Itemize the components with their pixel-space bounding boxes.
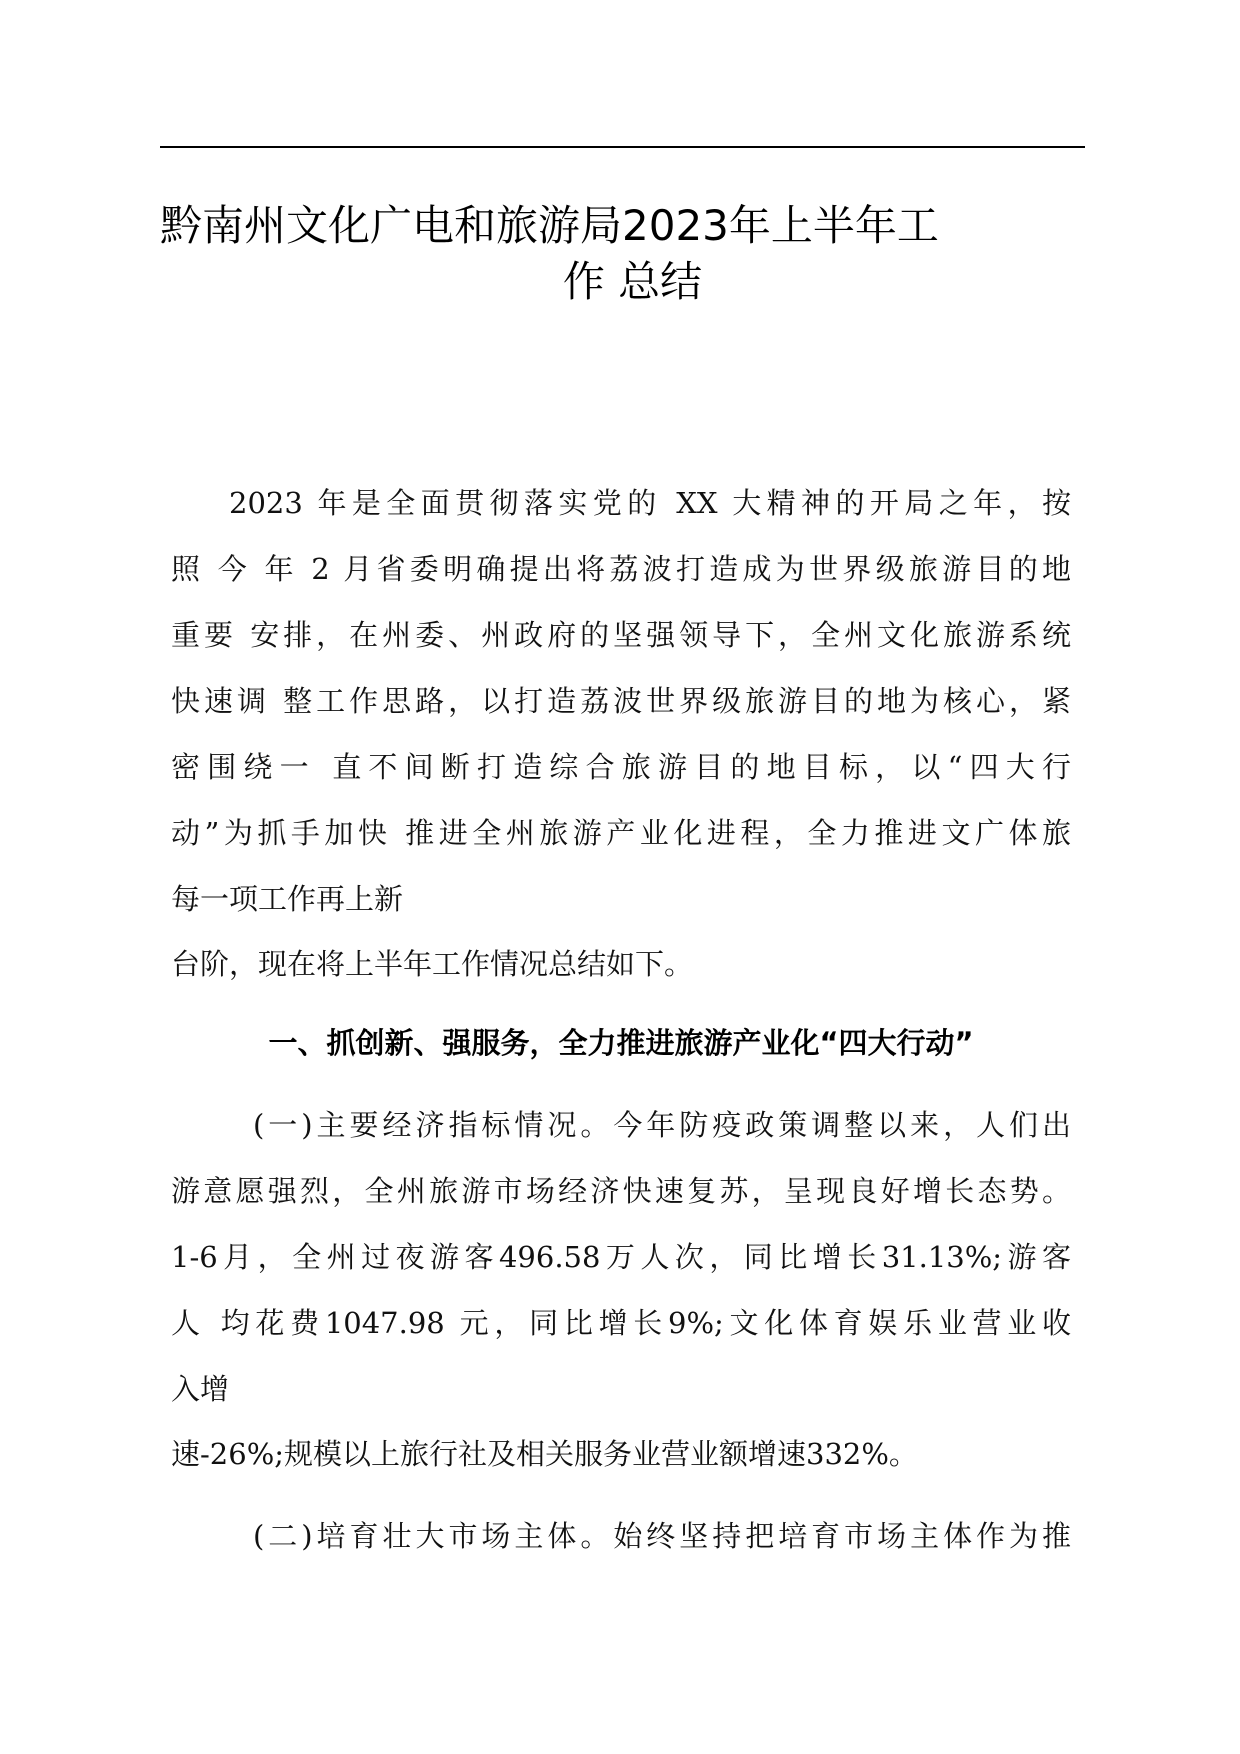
paragraph-line: 游意愿强烈，全州旅游市场经济快速复苏，呈现良好增长态势。 — [171, 1174, 1071, 1208]
paragraph-line: (二)培育壮大市场主体。始终坚持把培育市场主体作为推 — [253, 1519, 1071, 1553]
paragraph-line: 重要 安排，在州委、州政府的坚强领导下，全州文化旅游系统 — [171, 618, 1071, 652]
title-line-1: 黔南州文化广电和旅游局2023年上半年工 — [160, 201, 939, 250]
paragraph-line: (一)主要经济指标情况。今年防疫政策调整以来，人们出 — [253, 1108, 1071, 1142]
paragraph-line: 1-6月，全州过夜游客496.58万人次，同比增长31.13%;游客 — [171, 1240, 1071, 1274]
document-title — [160, 198, 1065, 310]
paragraph-line: 快速调 整工作思路，以打造荔波世界级旅游目的地为核心，紧 — [171, 684, 1071, 718]
paragraph-line: 密围绕一 直不间断打造综合旅游目的地目标，以“四大行 — [171, 750, 1071, 784]
paragraph-line: 动”为抓手加快 推进全州旅游产业化进程，全力推进文广体旅 — [171, 816, 1071, 850]
paragraph-line: 每一项工作再上新 — [171, 882, 404, 916]
section-heading: 一、抓创新、强服务，全力推进旅游产业化“四大行动” — [268, 1026, 974, 1060]
paragraph-line: 2023 年是全面贯彻落实党的 XX 大精神的开局之年，按 — [229, 486, 1071, 520]
paragraph-line: 人 均花费1047.98 元，同比增长9%;文化体育娱乐业营业收 — [171, 1306, 1071, 1340]
paragraph-line: 照 今 年 2 月省委明确提出将荔波打造成为世界级旅游目的地 — [171, 552, 1071, 586]
paragraph-line: 入增 — [171, 1372, 230, 1406]
paragraph-line: 速-26%;规模以上旅行社及相关服务业营业额增速332%。 — [171, 1437, 918, 1471]
header-rule — [160, 146, 1085, 148]
title-line-2: 作 总结 — [562, 257, 703, 306]
paragraph-line: 台阶，现在将上半年工作情况总结如下。 — [171, 947, 694, 981]
